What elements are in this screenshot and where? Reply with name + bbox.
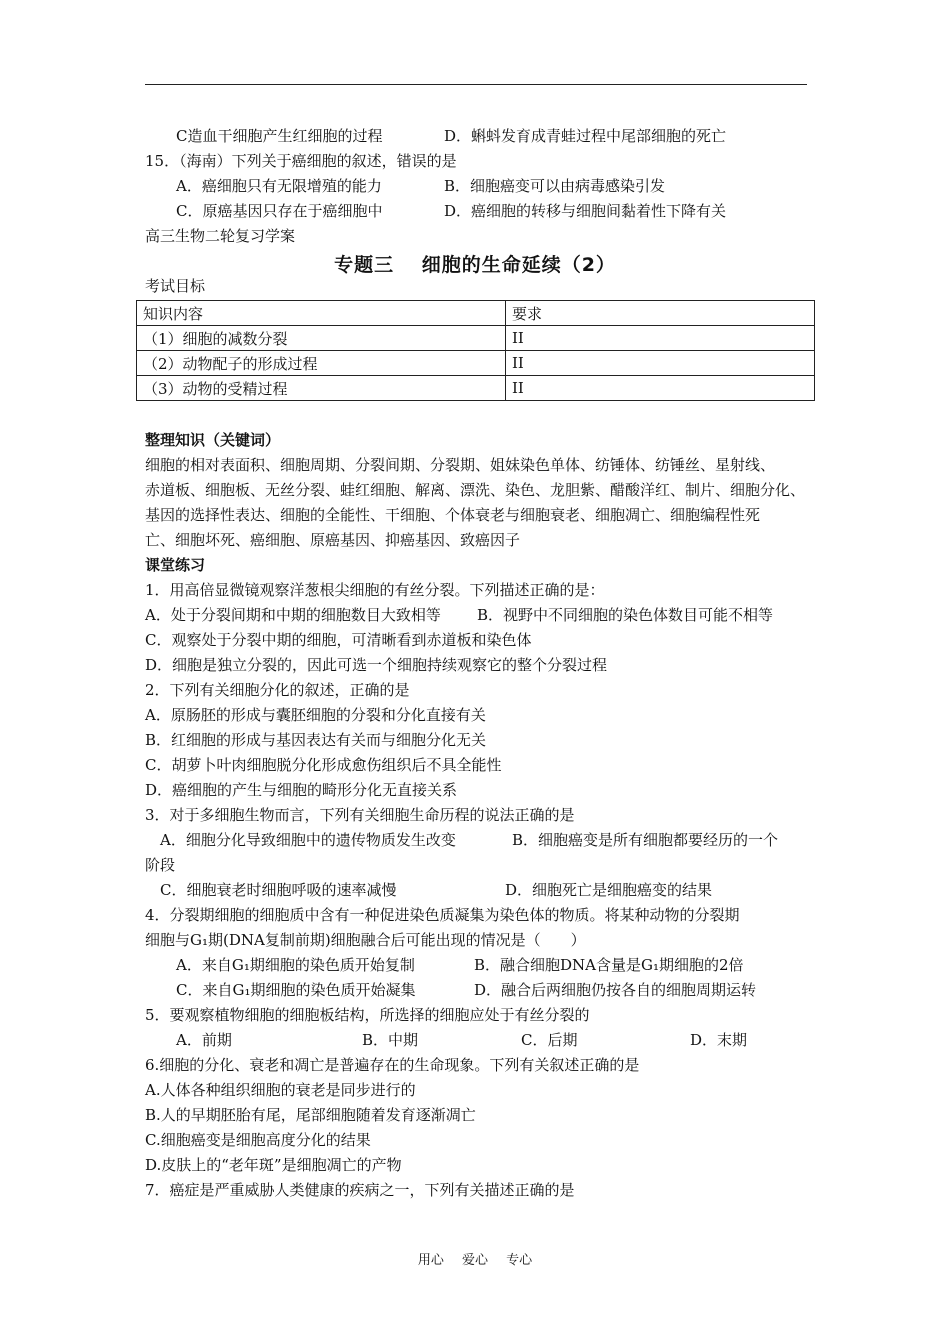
table-header-cell: 知识内容: [137, 301, 506, 326]
question-5: 5．要观察植物细胞的细胞板结构，所选择的细胞应处于有丝分裂的: [145, 1006, 590, 1024]
q3-option-b: B．细胞癌变是所有细胞都要经历的一个: [512, 831, 779, 849]
q15-option-d: D．癌细胞的转移与细胞间黏着性下降有关: [444, 202, 727, 220]
table-cell: （3）动物的受精过程: [137, 376, 506, 401]
q3-option-d: D．细胞死亡是细胞癌变的结果: [505, 881, 713, 899]
q15-option-b: B．细胞癌变可以由病毒感染引发: [444, 177, 666, 195]
header-rule: [145, 84, 807, 85]
q15-option-c: C．原癌基因只存在于癌细胞中: [176, 202, 383, 220]
table-row: [137, 376, 815, 401]
q2-option-a: A．原肠胚的形成与囊胚细胞的分裂和分化直接有关: [145, 706, 486, 724]
keywords-line: 赤道板、细胞板、无丝分裂、蛙红细胞、解离、漂洗、染色、龙胆紫、醋酸洋红、制片、细胞分化、: [145, 481, 806, 499]
q5-option-b: B．中期: [362, 1031, 419, 1049]
q5-option-a: A．前期: [176, 1031, 232, 1049]
keywords-line: 基因的选择性表达、细胞的全能性、干细胞、个体衰老与细胞衰老、细胞凋亡、细胞编程性死: [145, 506, 761, 524]
q1-option-d: D．细胞是独立分裂的，因此可选一个细胞持续观察它的整个分裂过程: [145, 656, 608, 674]
q4-option-c: C．来自G₁期细胞的染色质开始凝集: [176, 981, 416, 999]
page-title: 专题三 细胞的生命延续（2）: [334, 254, 616, 276]
keywords-line: 细胞的相对表面积、细胞周期、分裂间期、分裂期、姐妹染色单体、纺锤体、纺锤丝、星射线、: [145, 456, 776, 474]
table-row: [137, 326, 815, 351]
table-cell: （2）动物配子的形成过程: [137, 351, 506, 376]
question-15: 15．（海南）下列关于癌细胞的叙述，错误的是: [145, 152, 457, 170]
table-cell: （1）细胞的减数分裂: [137, 326, 506, 351]
option-c-prev: C造血干细胞产生红细胞的过程: [176, 127, 383, 145]
q6-option-d: D.皮肤上的“老年斑”是细胞凋亡的产物: [145, 1156, 402, 1174]
q5-option-c: C．后期: [521, 1031, 578, 1049]
keywords-line: 亡、细胞坏死、癌细胞、原癌基因、抑癌基因、致癌因子: [145, 531, 521, 549]
exam-goals-table: [136, 300, 815, 401]
q1-option-c: C．观察处于分裂中期的细胞，可清晰看到赤道板和染色体: [145, 631, 532, 649]
practice-heading: 课堂练习: [145, 556, 206, 574]
q1-option-b: B．视野中不同细胞的染色体数目可能不相等: [477, 606, 774, 624]
table-cell: II: [506, 376, 815, 401]
question-4-cont: 细胞与G₁期(DNA复制前期)细胞融合后可能出现的情况是（ ）: [145, 931, 586, 949]
question-4: 4．分裂期细胞的细胞质中含有一种促进染色质凝集为染色体的物质。将某种动物的分裂期: [145, 906, 740, 924]
header-label: 高三生物二轮复习学案: [145, 227, 296, 245]
q3-option-c: C．细胞衰老时细胞呼吸的速率减慢: [160, 881, 397, 899]
q4-option-a: A．来自G₁期细胞的染色质开始复制: [176, 956, 415, 974]
question-6: 6.细胞的分化、衰老和凋亡是普遍存在的生命现象。下列有关叙述正确的是: [145, 1056, 640, 1074]
q4-option-d: D．融合后两细胞仍按各自的细胞周期运转: [474, 981, 757, 999]
q15-option-a: A．癌细胞只有无限增殖的能力: [176, 177, 382, 195]
q2-option-c: C．胡萝卜叶肉细胞脱分化形成愈伤组织后不具全能性: [145, 756, 502, 774]
q3-option-b-cont: 阶段: [145, 856, 176, 874]
table-row: [137, 351, 815, 376]
table-cell: II: [506, 351, 815, 376]
q5-option-d: D．末期: [690, 1031, 748, 1049]
q2-option-d: D．癌细胞的产生与细胞的畸形分化无直接关系: [145, 781, 458, 799]
question-2: 2．下列有关细胞分化的叙述，正确的是: [145, 681, 410, 699]
q3-option-a: A．细胞分化导致细胞中的遗传物质发生改变: [160, 831, 456, 849]
q1-option-a: A．处于分裂间期和中期的细胞数目大致相等: [145, 606, 441, 624]
table-cell: II: [506, 326, 815, 351]
q6-option-a: A.人体各种组织细胞的衰老是同步进行的: [145, 1081, 416, 1099]
option-d-prev: D．蝌蚪发育成青蛙过程中尾部细胞的死亡: [444, 127, 727, 145]
page-footer: 用心 爱心 专心: [417, 1253, 533, 1268]
q2-option-b: B．红细胞的形成与基因表达有关而与细胞分化无关: [145, 731, 487, 749]
question-3: 3．对于多细胞生物而言，下列有关细胞生命历程的说法正确的是: [145, 806, 575, 824]
keywords-heading: 整理知识（关键词）: [145, 431, 281, 449]
question-7: 7．癌症是严重威胁人类健康的疾病之一，下列有关描述正确的是: [145, 1181, 575, 1199]
q6-option-c: C.细胞癌变是细胞高度分化的结果: [145, 1131, 371, 1149]
q6-option-b: B.人的早期胚胎有尾，尾部细胞随着发育逐渐凋亡: [145, 1106, 476, 1124]
question-1: 1．用高倍显微镜观察洋葱根尖细胞的有丝分裂。下列描述正确的是：: [145, 581, 605, 599]
table-header-row: [137, 301, 815, 326]
table-header-cell: 要求: [506, 301, 815, 326]
exam-goals-label: 考试目标: [145, 277, 206, 295]
q4-option-b: B．融合细胞DNA含量是G₁期细胞的2倍: [474, 956, 744, 974]
